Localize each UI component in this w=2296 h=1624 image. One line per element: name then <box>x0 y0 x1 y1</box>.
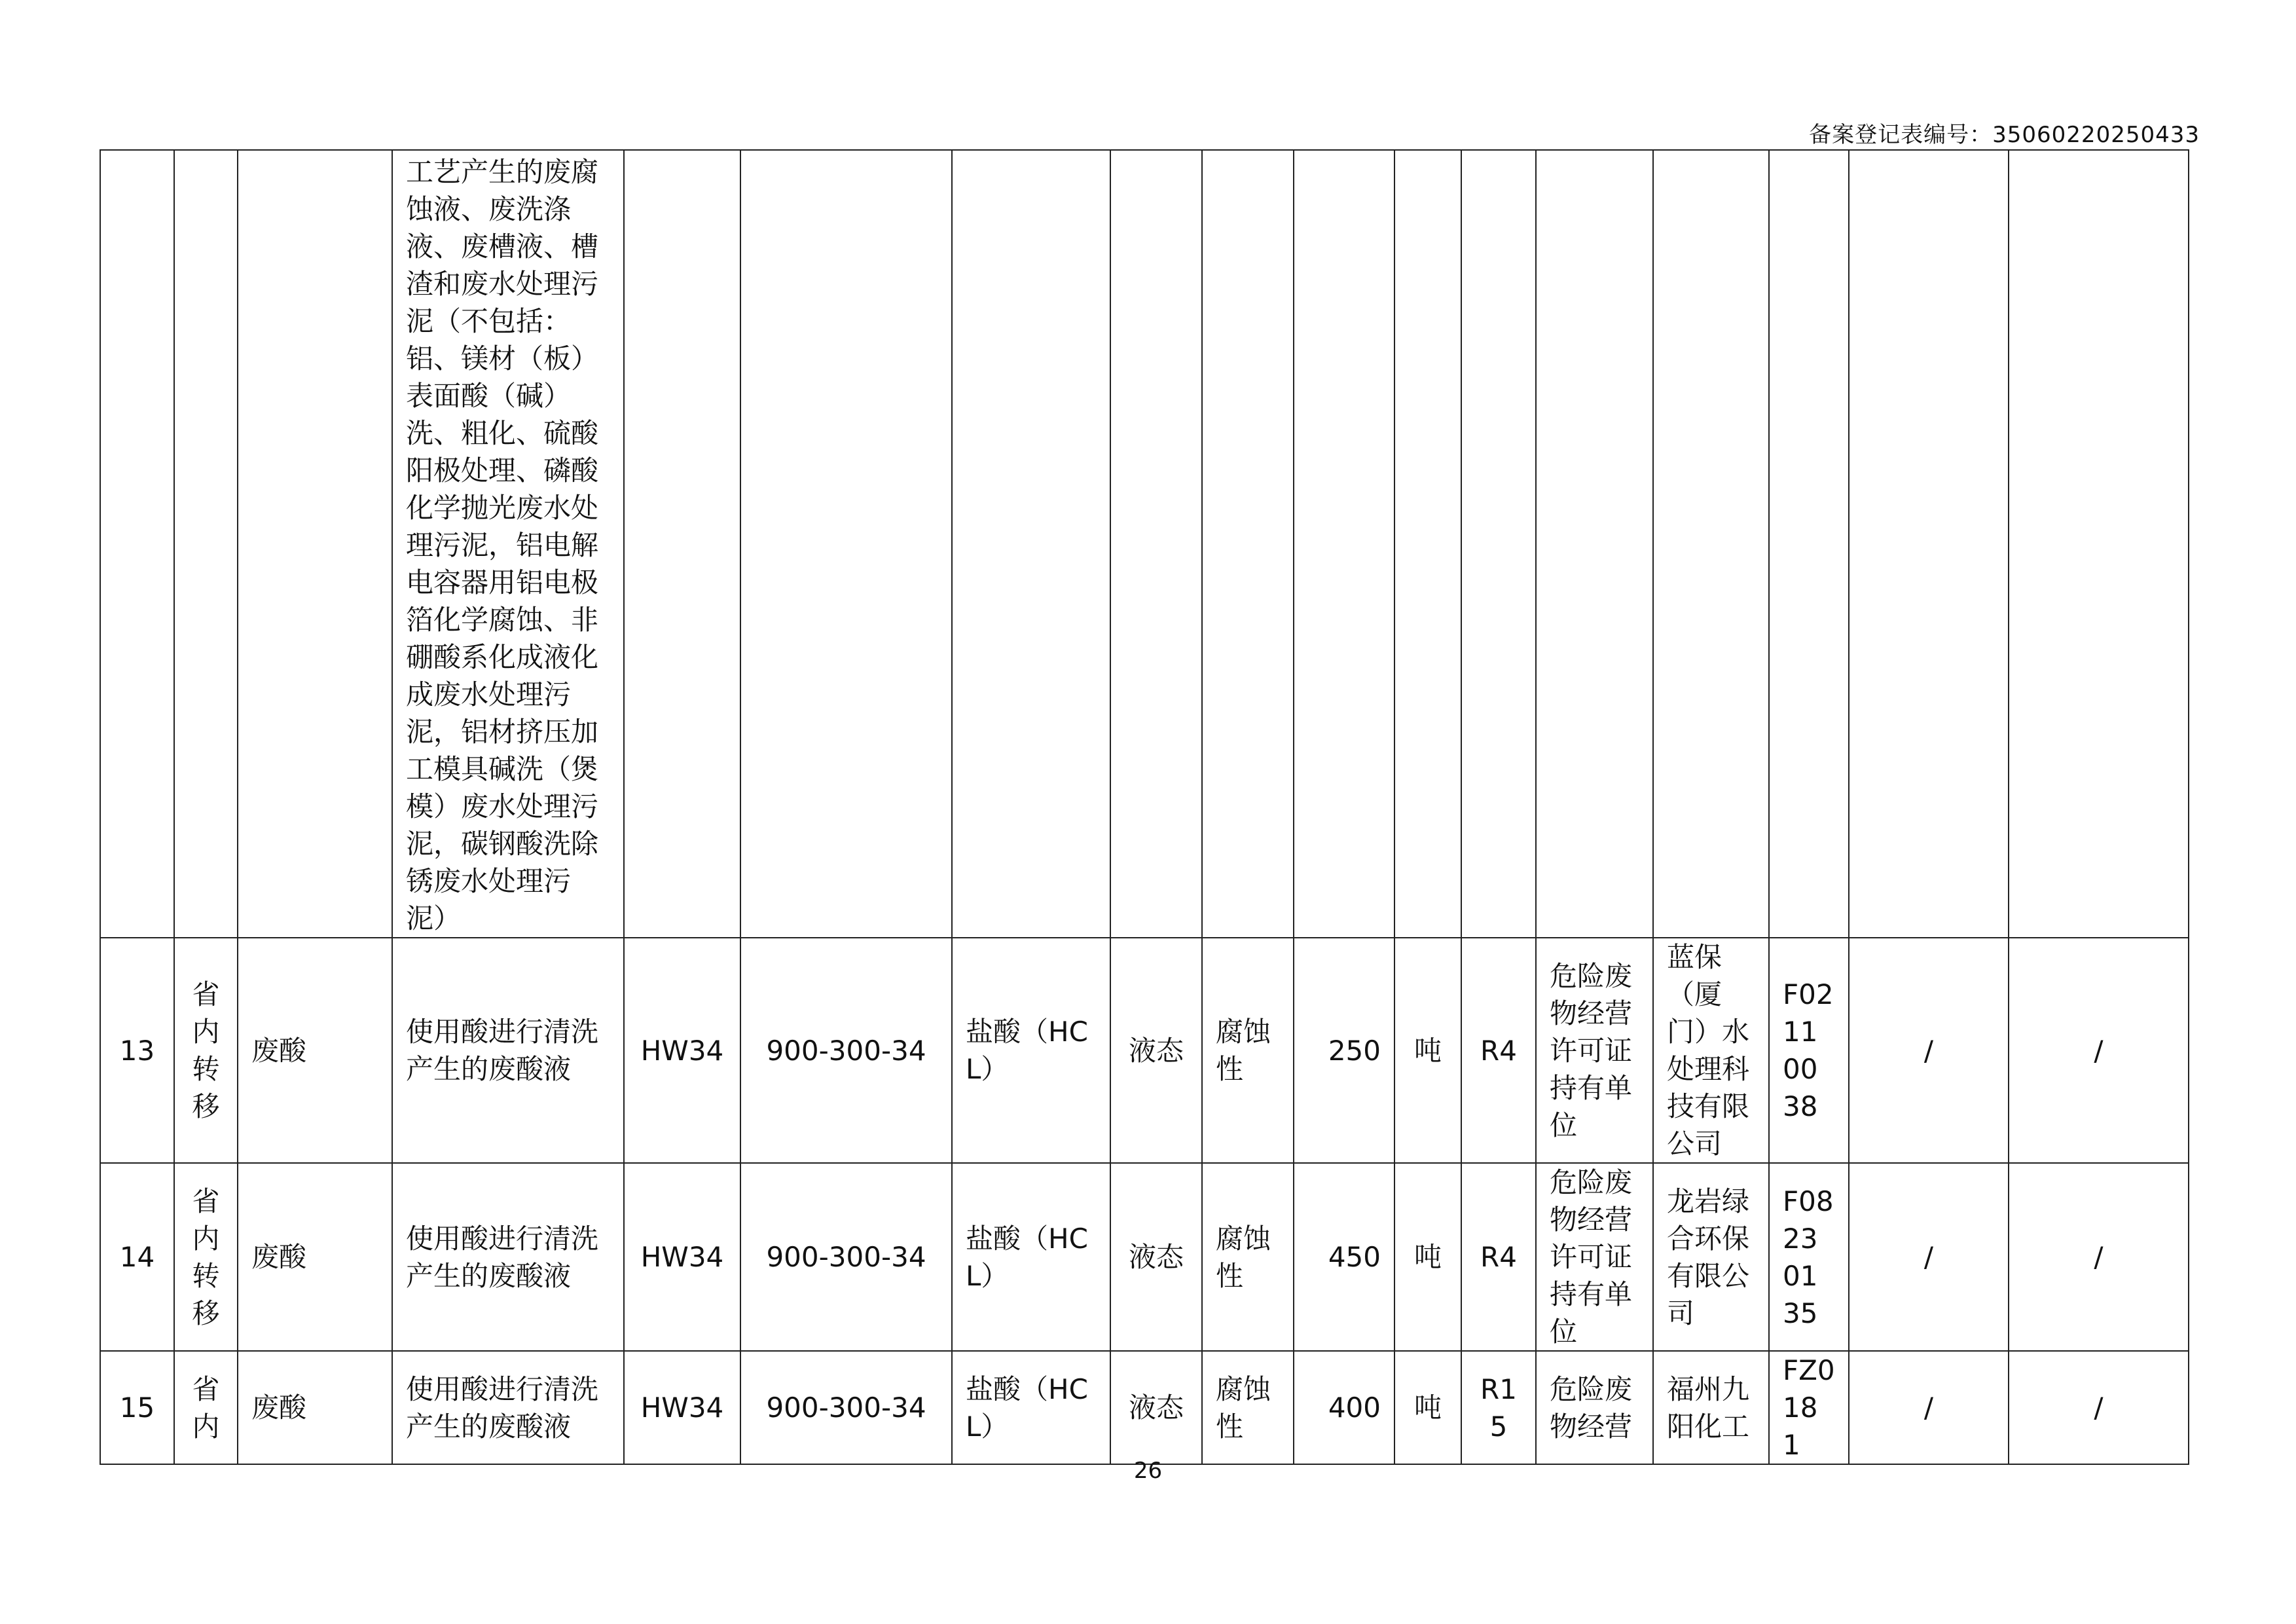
cell-disposal: R4 <box>1461 1163 1536 1351</box>
cell-disposal: R4 <box>1461 938 1536 1163</box>
cell-no: 15 <box>100 1351 174 1464</box>
cell-unit: 吨 <box>1394 1351 1461 1464</box>
cell-quantity: 450 <box>1294 1163 1394 1351</box>
cell-code <box>740 150 952 938</box>
cell-form: 液态 <box>1110 1351 1202 1464</box>
cell-form: 液态 <box>1110 1163 1202 1351</box>
cell-receiver-name: 龙岩绿合环保有限公司 <box>1653 1163 1769 1351</box>
cell-col15: / <box>1849 938 2009 1163</box>
cell-receiver-name: 福州九阳化工 <box>1653 1351 1769 1464</box>
registration-number: 35060220250433 <box>1992 122 2200 148</box>
cell-col16 <box>2009 150 2189 938</box>
cell-receiver-type: 危险废物经营许可证持有单位 <box>1536 1163 1653 1351</box>
cell-transfer: 省内 <box>174 1351 238 1464</box>
cell-receiver-name <box>1653 150 1769 938</box>
cell-code: 900-300-34 <box>740 1351 952 1464</box>
cell-component: 盐酸（HCL） <box>952 1163 1110 1351</box>
cell-code: 900-300-34 <box>740 1163 952 1351</box>
cell-description: 使用酸进行清洗产生的废酸液 <box>392 1163 624 1351</box>
cell-component: 盐酸（HCL） <box>952 1351 1110 1464</box>
cell-category: HW34 <box>624 938 740 1163</box>
cell-receiver-type: 危险废物经营 <box>1536 1351 1653 1464</box>
cell-quantity <box>1294 150 1394 938</box>
cell-category <box>624 150 740 938</box>
table-row <box>100 1351 2189 1464</box>
table-row <box>100 938 2189 1163</box>
cell-hazard <box>1202 150 1294 938</box>
cell-unit <box>1394 150 1461 938</box>
cell-component <box>952 150 1110 938</box>
cell-transfer <box>174 150 238 938</box>
cell-col16: / <box>2009 1351 2189 1464</box>
cell-description: 工艺产生的废腐蚀液、废洗涤液、废槽液、槽渣和废水处理污泥（不包括：铝、镁材（板）表面酸（碱）洗、粗化、硫酸阳极处理、磷酸化学抛光废水处理污泥，铝电解电容器用铝电极箔化学腐蚀、非硼酸系化成液化成废水处理污泥，铝材挤压加工模具碱洗（煲模）废水处理污泥，碳钢酸洗除锈废水处理污泥） <box>392 150 624 938</box>
cell-license: F02110038 <box>1769 938 1849 1163</box>
cell-quantity: 400 <box>1294 1351 1394 1464</box>
cell-transfer: 省内转移 <box>174 1163 238 1351</box>
cell-col16: / <box>2009 1163 2189 1351</box>
cell-license: F08230135 <box>1769 1163 1849 1351</box>
cell-waste-name: 废酸 <box>238 1163 392 1351</box>
cell-component: 盐酸（HCL） <box>952 938 1110 1163</box>
cell-no: 13 <box>100 938 174 1163</box>
cell-unit: 吨 <box>1394 1163 1461 1351</box>
cell-receiver-type <box>1536 150 1653 938</box>
cell-form: 液态 <box>1110 938 1202 1163</box>
cell-disposal <box>1461 150 1536 938</box>
cell-license: FZ0181 <box>1769 1351 1849 1464</box>
cell-no <box>100 150 174 938</box>
cell-code: 900-300-34 <box>740 938 952 1163</box>
registration-number-line <box>1809 117 2200 149</box>
cell-col16: / <box>2009 938 2189 1163</box>
cell-col15: / <box>1849 1163 2009 1351</box>
cell-col15 <box>1849 150 2009 938</box>
cell-category: HW34 <box>624 1163 740 1351</box>
cell-col15: / <box>1849 1351 2009 1464</box>
table-row <box>100 1163 2189 1351</box>
cell-quantity: 250 <box>1294 938 1394 1163</box>
cell-description: 使用酸进行清洗产生的废酸液 <box>392 938 624 1163</box>
cell-description: 使用酸进行清洗产生的废酸液 <box>392 1351 624 1464</box>
cell-form <box>1110 150 1202 938</box>
cell-hazard: 腐蚀性 <box>1202 1163 1294 1351</box>
cell-waste-name <box>238 150 392 938</box>
cell-hazard: 腐蚀性 <box>1202 1351 1294 1464</box>
cell-no: 14 <box>100 1163 174 1351</box>
table-row-continuation <box>100 150 2189 938</box>
cell-license <box>1769 150 1849 938</box>
cell-disposal: R15 <box>1461 1351 1536 1464</box>
cell-unit: 吨 <box>1394 938 1461 1163</box>
hazardous-waste-transfer-table <box>100 149 2189 1465</box>
cell-waste-name: 废酸 <box>238 1351 392 1464</box>
registration-number-label: 备案登记表编号： <box>1809 122 1993 148</box>
cell-transfer: 省内转移 <box>174 938 238 1163</box>
cell-hazard: 腐蚀性 <box>1202 938 1294 1163</box>
cell-receiver-type: 危险废物经营许可证持有单位 <box>1536 938 1653 1163</box>
cell-receiver-name: 蓝保（厦门）水处理科技有限公司 <box>1653 938 1769 1163</box>
cell-waste-name: 废酸 <box>238 938 392 1163</box>
page-number: 26 <box>1133 1458 1163 1484</box>
cell-category: HW34 <box>624 1351 740 1464</box>
